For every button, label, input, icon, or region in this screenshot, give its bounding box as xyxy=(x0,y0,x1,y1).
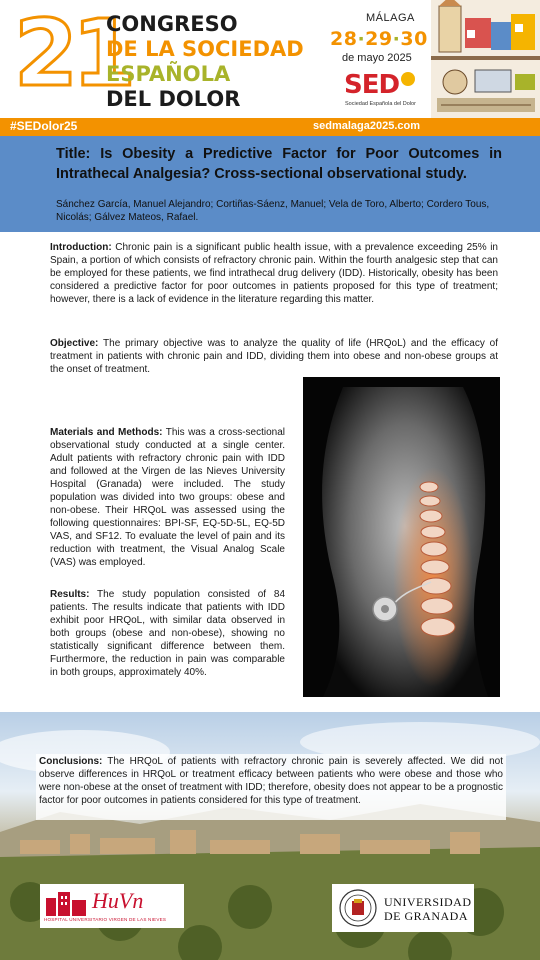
results-text: The study population consisted of 84 patients. The results indicate that patients with IDD exhibit poor HRQoL, with similar data observed in both groups (obese and non-obese), showing no statistically significant difference between them. Furthermore, the reduction in pain was comparable in both groups, approximately 40%. xyxy=(50,589,285,678)
objective-section xyxy=(50,337,498,376)
congress-illustration-image xyxy=(431,0,540,118)
hospital-mark: HuVn xyxy=(92,888,144,913)
university-logo xyxy=(332,884,474,932)
conclusion-text: The HRQoL of patients with refractory chronic pain is severely affected. We did not observe differences in HRQoL or treatment efficacy between patients who were obese and those who were non-obese at the onset of treatment with IDD; therefore, obesity does not appear to be a prognostic factor for poor outcomes in patients considered for this type of treatment. xyxy=(39,756,503,806)
congress-title-line4: DEL DOLOR xyxy=(106,87,241,111)
methods-label: Materials and Methods: xyxy=(50,427,163,438)
objective-text: The primary objective was to analyze the quality of life (HRQoL) and the efficacy of treatment in patients with chronic pain and IDD, dividing them into obese and non-obese groups at the onset of treatment. xyxy=(50,338,498,375)
congress-title-line2: DE LA SOCIEDAD xyxy=(106,37,304,61)
results-label: Results: xyxy=(50,589,90,600)
sed-logo-dot-icon xyxy=(401,72,415,86)
hospital-logo xyxy=(40,884,184,928)
university-line1: UNIVERSIDAD xyxy=(384,895,472,909)
methods-text: This was a cross-sectional observational study conducted at a single center. Adult patients with refractory chronic pain with IDD and followed at the Virgen de las Nieves University Hospital (Granada) were included. The study population was divided into two groups: obese and non-obese. Their HRQoL was assessed using the following questionnaires: BPI-SF, EQ-5D-5L, EQ-5D VAS, and SF12. To evaluate the level of pain and its reduction with treatment, the Visual Analog Scale (VAS) was employed. xyxy=(50,427,285,568)
hospital-name: HOSPITAL UNIVERSITARIO VIRGEN DE LAS NIEVES xyxy=(44,917,167,922)
month-year: de mayo 2025 xyxy=(342,52,412,64)
poster-authors: Sánchez García, Manuel Alejandro; Cortiñas-Sáenz, Manuel; Vela de Toro, Alberto; Cordero Tous, Nicolás; Gálvez Mateos, Rafael. xyxy=(56,199,490,223)
introduction-label: Introduction: xyxy=(50,242,112,253)
poster-title: Title: Is Obesity a Predictive Factor for Poor Outcomes in Intrathecal Analgesia? Cross-sectional observational study. xyxy=(56,146,502,182)
congress-title-line1: CONGRESO xyxy=(106,12,238,36)
congress-dates: 28·29·30 xyxy=(330,28,428,50)
university-line2: DE GRANADA xyxy=(384,909,468,923)
congress-title xyxy=(106,12,304,112)
hashtag-bar xyxy=(0,118,540,136)
sed-logo-text: SED xyxy=(344,70,400,100)
hospital-building-icon xyxy=(44,888,90,918)
hashtag: #SEDolor25 xyxy=(10,119,78,133)
city-label: MÁLAGA xyxy=(366,12,415,24)
introduction-text: Chronic pain is a significant public health issue, with a prevalence exceeding 25% in Spain, a portion of which consists of refractory chronic pain. Within the fourth analgesic step that can be employed for these patients, we find intrathecal drug delivery (IDD). Historically, obesity has been considered a predictive factor for poor outcomes in patients proposed for this type of treatment; however, there is a lack of evidence in the literature regarding this matter. xyxy=(50,242,498,305)
congress-title-line3: ESPAÑOLA xyxy=(106,62,231,86)
spine-pump-photo-image xyxy=(303,377,500,697)
objective-label: Objective: xyxy=(50,338,99,349)
day-1: 28 xyxy=(330,28,358,50)
poster-header xyxy=(0,0,540,118)
edition-number: 21 xyxy=(14,0,131,107)
website-link[interactable]: sedmalaga2025.com xyxy=(312,120,420,132)
conclusion-section xyxy=(39,755,503,807)
methods-section xyxy=(50,426,285,569)
sed-logo-subtitle: Sociedad Española del Dolor xyxy=(345,101,416,107)
day-2: 29 xyxy=(365,28,393,50)
results-section xyxy=(50,588,285,679)
introduction-section xyxy=(50,241,498,306)
title-box xyxy=(0,136,540,232)
sed-logo xyxy=(344,70,415,100)
day-3: 30 xyxy=(400,28,428,50)
university-seal-icon xyxy=(338,888,378,928)
university-name xyxy=(384,895,472,923)
conclusion-label: Conclusions: xyxy=(39,756,103,767)
